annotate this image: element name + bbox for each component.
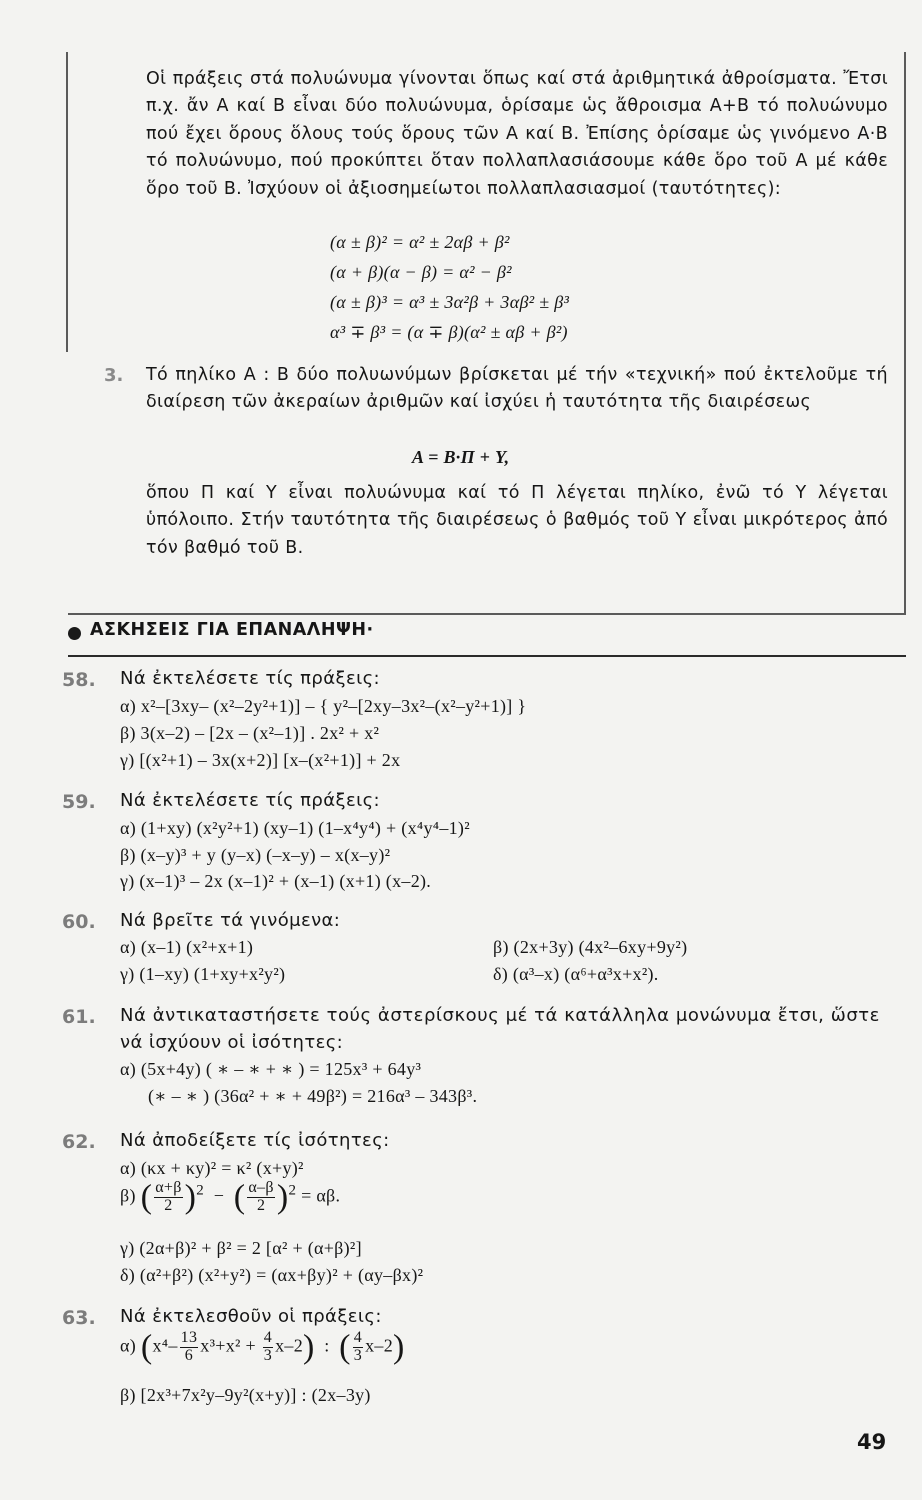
summary-paragraph-2: Τό πηλίκο A : B δύο πολυωνύμων βρίσκεται μέ τήν «τεχνική» πού ἐκτελοῦμε τή διαίρεση τῶν ἀκεραίων ἀριθμῶν καί ἰσχύει ἡ ταυτότητα τῆς διαιρέσεως [146, 365, 888, 413]
exercise-number-60: 60. [62, 911, 96, 933]
exercise-61-b: (∗ – ∗ ) (36α² + ∗ + 49β²) = 216α³ – 343β³. [148, 1086, 478, 1106]
exercise-58-b: β) 3(x–2) – [2x – (x²–1)] . 2x² + x² [120, 723, 380, 743]
identity-sum-of-cubes: α³ ∓ β³ = (α ∓ β)(α² ± αβ + β²) [330, 322, 568, 342]
item-number-3: 3. [104, 365, 124, 386]
exercise-59-prompt: Νά ἐκτελέσετε τίς πράξεις: [120, 790, 380, 811]
exercise-59-b: β) (x–y)³ + y (y–x) (–x–y) – x(x–y)² [120, 845, 391, 865]
exercise-62-b: β) ( $\frac{\alpha+\beta}{2}$ )$^2$ − ( $\frac{\alpha-\beta}{2}$ )$^2$ = αβ. [120, 1178, 341, 1216]
exercise-number-58: 58. [62, 669, 96, 691]
identity-square: (α ± β)² = α² ± 2αβ + β² [330, 232, 510, 252]
section-rule [68, 655, 906, 657]
exercise-number-59: 59. [62, 791, 96, 813]
exercise-62-c: γ) (2α+β)² + β² = 2 [α² + (α+β)²] [120, 1238, 362, 1258]
exercise-number-61: 61. [62, 1006, 96, 1028]
exercise-60-d: δ) (α³–x) (α⁶+α³x+x²). [493, 964, 659, 984]
exercise-number-63: 63. [62, 1307, 96, 1329]
page-number: 49 [857, 1430, 887, 1454]
summary-paragraph-3: ὅπου Π καί Y εἶναι πολυώνυμα καί τό Π λέγεται πηλίκο, ἐνῶ τό Y λέγεται ὑπόλοιπο. Στήν ταυτότητα τῆς διαιρέσεως ὁ βαθμός τοῦ Y εἶναι μικρότερος ἀπό τόν βαθμό τοῦ B. [146, 483, 888, 558]
exercise-63-b: β) [2x³+7x²y–9y²(x+y)] : (2x–3y) [120, 1385, 371, 1405]
exercise-60-a: α) (x–1) (x²+x+1) [120, 937, 254, 957]
exercise-60-c: γ) (1–xy) (1+xy+x²y²) [120, 964, 286, 984]
summary-paragraph-1: Οἱ πράξεις στά πολυώνυμα γίνονται ὅπως καί στά ἀριθμητικά ἀθροίσματα. Ἔτσι π.χ. ἄν A καί B εἶναι δύο πολυώνυμα, ὁρίσαμε ὡς ἄθροισμα A+B τό πολυώνυμο πού ἔχει ὅρους ὅλους τούς ὅρους τῶν A καί B. Ἐπίσης ὁρίσαμε ὡς γινόμενο A·B τό πολυώνυμο, πού προκύπτει ὅταν πολλαπλασιάσουμε κάθε ὅρο τοῦ A μέ κάθε ὅρο τοῦ B. Ἰσχύουν οἱ ἀξιοσημείωτοι πολλαπλασιασμοί (ταυτότητες): [146, 69, 888, 199]
exercise-59-a: α) (1+xy) (x²y²+1) (xy–1) (1–x⁴y⁴) + (x⁴y⁴–1)² [120, 818, 470, 838]
exercise-58-c: γ) [(x²+1) – 3x(x+2)] [x–(x²+1)] + 2x [120, 750, 401, 770]
exercise-63-a: α) (x⁴– $\frac{13}{6}$ x³+x² + $\frac{4}{3}$ x–2) : ( $\frac{4}{3}$ x–2) [120, 1328, 405, 1366]
exercise-61-a: α) (5x+4y) ( ∗ – ∗ + ∗ ) = 125x³ + 64y³ [120, 1059, 422, 1079]
bullet-icon [68, 627, 81, 640]
exercise-58-prompt: Νά ἐκτελέσετε τίς πράξεις: [120, 668, 380, 689]
section-heading [68, 618, 906, 658]
exercise-58-a: α) x²–[3xy– (x²–2y²+1)] – { y²–[2xy–3x²–(x²–y²+1)] } [120, 696, 527, 716]
exercise-60-prompt: Νά βρεῖτε τά γινόμενα: [120, 910, 341, 931]
exercise-61-prompt-line2: νά ἰσχύουν οἱ ἰσότητες: [120, 1032, 344, 1053]
identity-difference-of-squares: (α + β)(α − β) = α² − β² [330, 262, 512, 282]
exercise-62-a: α) (κx + κy)² = κ² (x+y)² [120, 1158, 304, 1178]
division-identity: A = B·Π + Y, [412, 447, 510, 467]
exercise-59-c: γ) (x–1)³ – 2x (x–1)² + (x–1) (x+1) (x–2). [120, 871, 432, 891]
exercise-62-prompt: Νά ἀποδείξετε τίς ἰσότητες: [120, 1130, 390, 1151]
section-title: ΑΣΚΗΣΕΙΣ ΓΙΑ ΕΠΑΝΑΛΗΨΗ· [90, 620, 374, 640]
exercise-number-62: 62. [62, 1131, 96, 1153]
exercise-60-b: β) (2x+3y) (4x²–6xy+9y²) [493, 937, 688, 957]
exercise-63-prompt: Νά ἐκτελεσθοῦν οἱ πράξεις: [120, 1306, 382, 1327]
exercise-61-prompt-line1: Νά ἀντικαταστήσετε τούς ἀστερίσκους μέ τά κατάλληλα μονώνυμα ἔτσι, ὥστε [120, 1005, 880, 1026]
identity-cube: (α ± β)³ = α³ ± 3α²β + 3αβ² ± β³ [330, 292, 570, 312]
exercise-62-d: δ) (α²+β²) (x²+y²) = (αx+βy)² + (αy–βx)² [120, 1265, 424, 1285]
